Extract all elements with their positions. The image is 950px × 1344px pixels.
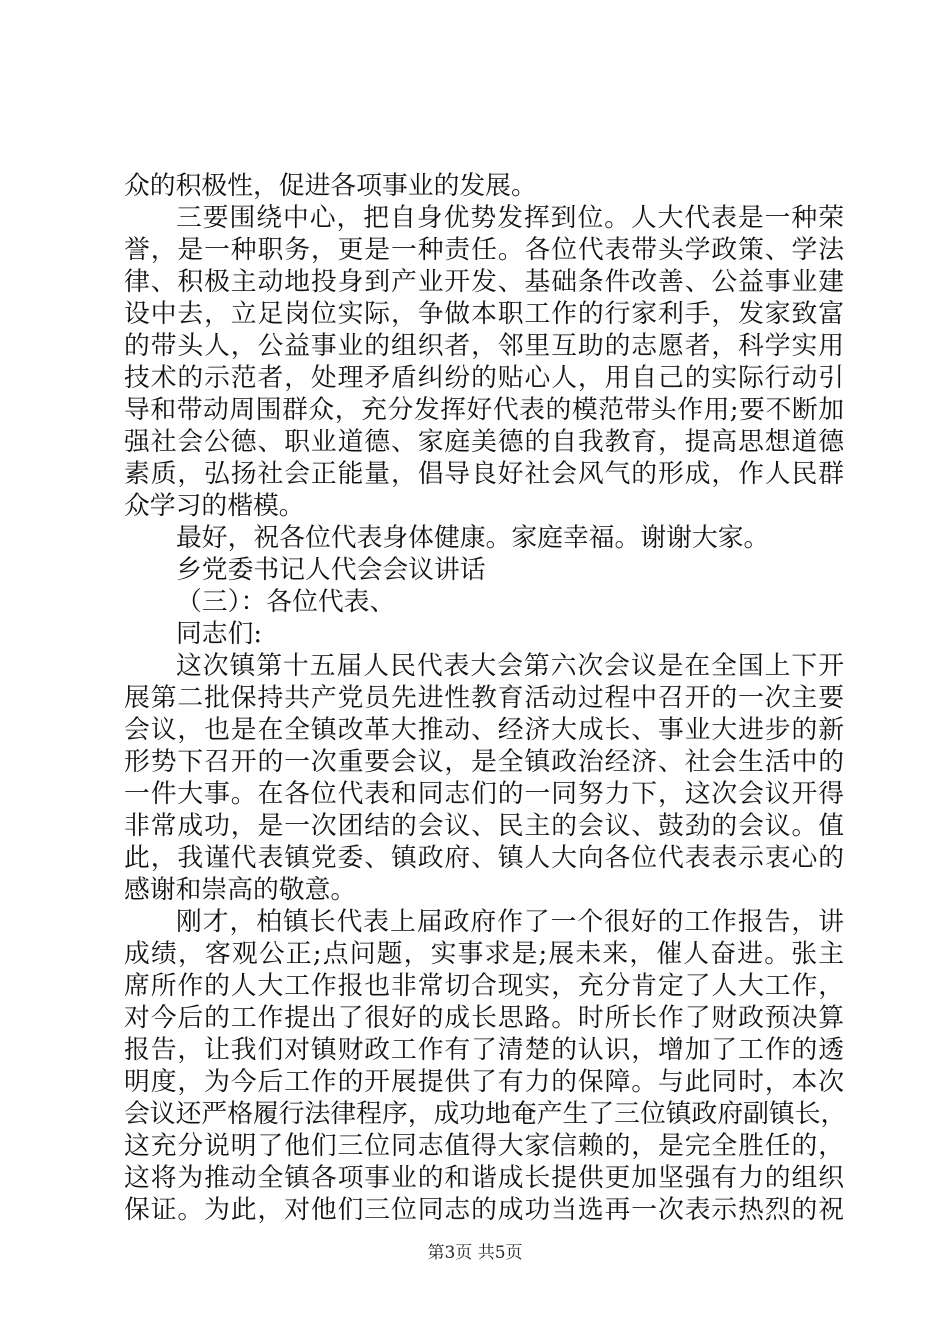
text-line: 导和带动周围群众，充分发挥好代表的模范带头作用;要不断加: [124, 395, 844, 425]
document-body: [124, 170, 847, 1226]
salutation-line: （三）：各位代表、: [176, 587, 396, 617]
text-line: 成绩，客观公正;点问题，实事求是;展未来，催人奋进。张主: [124, 939, 844, 969]
text-line: 这充分说明了他们三位同志值得大家信赖的，是完全胜任的，: [124, 1131, 844, 1161]
text-line: 众学习的楷模。: [124, 491, 305, 521]
text-line: 感谢和崇高的敬意。: [124, 875, 357, 905]
text-line: 会议还严格履行法律程序，成功地奄产生了三位镇政府副镇长，: [124, 1099, 847, 1129]
section-title: 乡党委书记人代会会议讲话: [176, 555, 486, 585]
text-line: 报告，让我们对镇财政工作有了清楚的认识，增加了工作的透: [124, 1035, 844, 1065]
text-line: 一件大事。在各位代表和同志们的一同努力下，这次会议开得: [124, 779, 844, 809]
page-footer: 第3页 共5页: [427, 1243, 523, 1263]
text-line: 非常成功，是一次团结的会议、民主的会议、鼓劲的会议。值: [124, 811, 844, 841]
text-line: 此，我谨代表镇党委、镇政府、镇人大向各位代表表示衷心的: [124, 843, 844, 873]
text-line: 席所作的人大工作报也非常切合现实，充分肯定了人大工作，: [124, 971, 844, 1001]
text-line: 会议，也是在全镇改革大推动、经济大成长、事业大进步的新: [124, 715, 844, 745]
text-line: 技术的示范者，处理矛盾纠纷的贴心人，用自己的实际行动引: [124, 363, 844, 393]
text-line: 对今后的工作提出了很好的成长思路。时所长作了财政预决算: [124, 1003, 844, 1033]
paragraph-first-line: 三要围绕中心，把自身优势发挥到位。人大代表是一种荣: [176, 203, 844, 233]
text-line: 形势下召开的一次重要会议，是全镇政治经济、社会生活中的: [124, 747, 844, 777]
text-line: 展第二批保持共产党员先进性教育活动过程中召开的一次主要: [124, 683, 844, 713]
closing-line: 最好，祝各位代表身体健康。家庭幸福。谢谢大家。: [176, 523, 770, 553]
text-line: 誉，是一种职务，更是一种责任。各位代表带头学政策、学法: [124, 235, 844, 265]
text-line: 保证。为此，对他们三位同志的成功当选再一次表示热烈的祝: [124, 1195, 844, 1225]
text-line: 强社会公德、职业道德、家庭美德的自我教育，提高思想道德: [124, 427, 844, 457]
paragraph-first-line: 刚才，柏镇长代表上届政府作了一个很好的工作报告，讲: [176, 907, 844, 937]
text-line: 律、积极主动地投身到产业开发、基础条件改善、公益事业建: [124, 267, 844, 297]
text-line: 这将为推动全镇各项事业的和谐成长提供更加坚强有力的组织: [124, 1163, 844, 1193]
paragraph-first-line: 这次镇第十五届人民代表大会第六次会议是在全国上下开: [176, 651, 844, 681]
text-line: 素质，弘扬社会正能量，倡导良好社会风气的形成，作人民群: [124, 459, 844, 489]
salutation-line: 同志们:: [176, 619, 263, 649]
text-line: 的带头人，公益事业的组织者，邻里互助的志愿者，科学实用: [124, 331, 844, 361]
text-line: 明度，为今后工作的开展提供了有力的保障。与此同时，本次: [124, 1067, 844, 1097]
text-line: 众的积极性，促进各项事业的发展。: [124, 171, 537, 201]
text-line: 设中去，立足岗位实际，争做本职工作的行家利手，发家致富: [124, 299, 844, 329]
